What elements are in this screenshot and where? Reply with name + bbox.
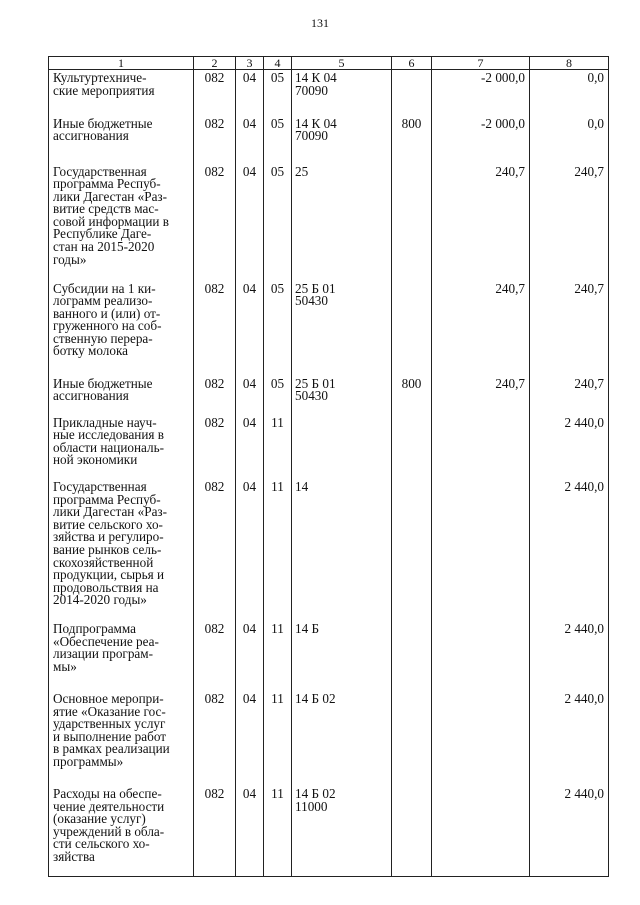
ministry-code: 082 bbox=[194, 281, 236, 376]
amount-total: 2 440,0 bbox=[530, 691, 609, 786]
expense-type-code bbox=[392, 70, 432, 116]
amount-change bbox=[432, 786, 530, 876]
ministry-code: 082 bbox=[194, 479, 236, 621]
expense-type-code bbox=[392, 786, 432, 876]
column-header: 4 bbox=[264, 57, 292, 70]
expense-type-code bbox=[392, 479, 432, 621]
amount-total: 240,7 bbox=[530, 281, 609, 376]
item-name: Государственная программа Респуб- лики Дагестан «Раз- витие средств мас- совой информации в Республике Даге- стан на 2015-2020 годы» bbox=[49, 164, 194, 281]
subsection-code: 05 bbox=[264, 116, 292, 164]
column-header: 5 bbox=[292, 57, 392, 70]
amount-change: -2 000,0 bbox=[432, 70, 530, 116]
column-header: 8 bbox=[530, 57, 609, 70]
section-code: 04 bbox=[236, 376, 264, 415]
amount-total: 240,7 bbox=[530, 164, 609, 281]
amount-change: 240,7 bbox=[432, 376, 530, 415]
target-article-code bbox=[292, 415, 392, 479]
page-number: 131 bbox=[311, 16, 329, 30]
expense-type-code bbox=[392, 281, 432, 376]
section-code: 04 bbox=[236, 479, 264, 621]
target-article-code: 25 Б 01 50430 bbox=[292, 281, 392, 376]
budget-table bbox=[48, 56, 609, 877]
amount-total: 2 440,0 bbox=[530, 479, 609, 621]
ministry-code: 082 bbox=[194, 70, 236, 116]
table-row bbox=[49, 376, 609, 415]
amount-total: 2 440,0 bbox=[530, 786, 609, 876]
section-code: 04 bbox=[236, 691, 264, 786]
subsection-code: 05 bbox=[264, 281, 292, 376]
item-name: Субсидии на 1 ки- лограмм реализо- ванного и (или) от- груженного на соб- ственную перера- ботку молока bbox=[49, 281, 194, 376]
table-row bbox=[49, 621, 609, 691]
ministry-code: 082 bbox=[194, 376, 236, 415]
item-name: Иные бюджетные ассигнования bbox=[49, 116, 194, 164]
table-row bbox=[49, 116, 609, 164]
target-article-code: 25 bbox=[292, 164, 392, 281]
subsection-code: 05 bbox=[264, 376, 292, 415]
ministry-code: 082 bbox=[194, 164, 236, 281]
item-name: Основное меропри- ятие «Оказание гос- ударственных услуг и выполнение работ в рамках реализации программы» bbox=[49, 691, 194, 786]
ministry-code: 082 bbox=[194, 621, 236, 691]
column-header: 1 bbox=[49, 57, 194, 70]
item-name: Расходы на обеспе- чение деятельности (оказание услуг) учреждений в обла- сти сельского хо- зяйства bbox=[49, 786, 194, 876]
ministry-code: 082 bbox=[194, 116, 236, 164]
subsection-code: 05 bbox=[264, 70, 292, 116]
table-row bbox=[49, 70, 609, 116]
target-article-code: 14 bbox=[292, 479, 392, 621]
amount-change bbox=[432, 621, 530, 691]
table-row bbox=[49, 691, 609, 786]
item-name: Культуртехниче- ские мероприятия bbox=[49, 70, 194, 116]
amount-change bbox=[432, 691, 530, 786]
section-code: 04 bbox=[236, 786, 264, 876]
column-header: 7 bbox=[432, 57, 530, 70]
target-article-code: 14 К 04 70090 bbox=[292, 70, 392, 116]
section-code: 04 bbox=[236, 70, 264, 116]
amount-total: 2 440,0 bbox=[530, 621, 609, 691]
amount-total: 0,0 bbox=[530, 116, 609, 164]
target-article-code: 14 Б 02 11000 bbox=[292, 786, 392, 876]
subsection-code: 05 bbox=[264, 164, 292, 281]
table-row bbox=[49, 281, 609, 376]
table-row bbox=[49, 786, 609, 876]
subsection-code: 11 bbox=[264, 786, 292, 876]
item-name: Подпрограмма «Обеспечение реа- лизации програм- мы» bbox=[49, 621, 194, 691]
expense-type-code bbox=[392, 621, 432, 691]
amount-total: 2 440,0 bbox=[530, 415, 609, 479]
subsection-code: 11 bbox=[264, 691, 292, 786]
ministry-code: 082 bbox=[194, 415, 236, 479]
item-name: Иные бюджетные ассигнования bbox=[49, 376, 194, 415]
amount-total: 240,7 bbox=[530, 376, 609, 415]
amount-change: -2 000,0 bbox=[432, 116, 530, 164]
subsection-code: 11 bbox=[264, 479, 292, 621]
column-header: 2 bbox=[194, 57, 236, 70]
amount-change bbox=[432, 479, 530, 621]
ministry-code: 082 bbox=[194, 786, 236, 876]
subsection-code: 11 bbox=[264, 415, 292, 479]
section-code: 04 bbox=[236, 164, 264, 281]
target-article-code: 14 К 04 70090 bbox=[292, 116, 392, 164]
expense-type-code bbox=[392, 164, 432, 281]
amount-change: 240,7 bbox=[432, 281, 530, 376]
section-code: 04 bbox=[236, 621, 264, 691]
expense-type-code bbox=[392, 415, 432, 479]
expense-type-code: 800 bbox=[392, 116, 432, 164]
table-row bbox=[49, 479, 609, 621]
expense-type-code: 800 bbox=[392, 376, 432, 415]
section-code: 04 bbox=[236, 281, 264, 376]
item-name: Государственная программа Респуб- лики Дагестан «Раз- витие сельского хо- зяйства и регулиро- вание рынков сель- скохозяйственной продукции, сырья и продовольствия на 2014-2020 годы» bbox=[49, 479, 194, 621]
amount-change bbox=[432, 415, 530, 479]
table-row bbox=[49, 164, 609, 281]
target-article-code: 14 Б 02 bbox=[292, 691, 392, 786]
item-name: Прикладные науч- ные исследования в области националь- ной экономики bbox=[49, 415, 194, 479]
table-row bbox=[49, 415, 609, 479]
subsection-code: 11 bbox=[264, 621, 292, 691]
amount-change: 240,7 bbox=[432, 164, 530, 281]
amount-total: 0,0 bbox=[530, 70, 609, 116]
expense-type-code bbox=[392, 691, 432, 786]
target-article-code: 14 Б bbox=[292, 621, 392, 691]
column-number-row bbox=[49, 57, 609, 70]
column-header: 3 bbox=[236, 57, 264, 70]
target-article-code: 25 Б 01 50430 bbox=[292, 376, 392, 415]
section-code: 04 bbox=[236, 116, 264, 164]
ministry-code: 082 bbox=[194, 691, 236, 786]
section-code: 04 bbox=[236, 415, 264, 479]
column-header: 6 bbox=[392, 57, 432, 70]
